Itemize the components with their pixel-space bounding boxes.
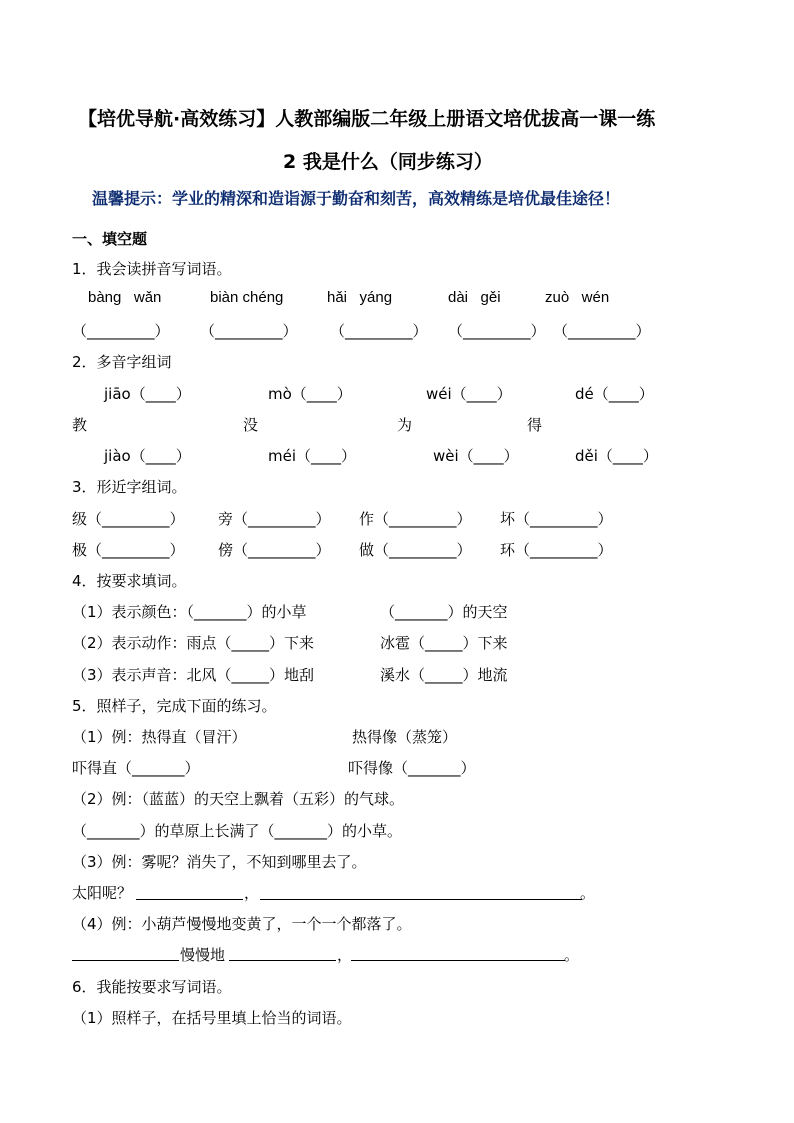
q1-blank-4[interactable]: （_________） bbox=[448, 322, 546, 340]
q4-line2a[interactable]: （2）表示动作：雨点（_____）下来 bbox=[72, 634, 315, 652]
q5-answer3-blank-2[interactable] bbox=[260, 899, 582, 900]
q3-r2-1[interactable]: 极（_________） bbox=[72, 541, 185, 559]
q2-char-3: 为 bbox=[397, 416, 413, 434]
q3-r1-4[interactable]: 坏（_________） bbox=[500, 510, 613, 528]
q5-example1a: （1）例：热得直（冒汗） bbox=[72, 728, 247, 746]
q3-r2-3[interactable]: 做（_________） bbox=[359, 541, 472, 559]
q4-line2b[interactable]: 冰雹（_____）下来 bbox=[380, 634, 508, 652]
q1-pinyin-4: dài gěi bbox=[448, 289, 501, 306]
q1-blank-2[interactable]: （_________） bbox=[200, 322, 298, 340]
q1-prompt: 1．我会读拼音写词语。 bbox=[72, 260, 232, 278]
q4-line1b[interactable]: （_______）的天空 bbox=[380, 603, 508, 621]
q5-answer4-blank-3[interactable] bbox=[351, 960, 565, 961]
q4-line3b[interactable]: 溪水（_____）地流 bbox=[380, 666, 508, 684]
q2-r2-4[interactable]: děi（____） bbox=[575, 447, 658, 465]
q5-answer3-blank-1[interactable] bbox=[136, 899, 243, 900]
q1-blank-1[interactable]: （_________） bbox=[72, 322, 170, 340]
document-title: 【培优导航·高效练习】人教部编版二年级上册语文培优拔高一课一练 bbox=[78, 108, 656, 130]
q5-answer1a[interactable]: 吓得直（_______） bbox=[72, 759, 200, 777]
section-heading: 一、填空题 bbox=[72, 230, 148, 248]
tip-banner: 温馨提示：学业的精深和造诣源于勤奋和刻苦，高效精练是培优最佳途径！ bbox=[92, 189, 621, 208]
q4-line3a[interactable]: （3）表示声音：北风（_____）地刮 bbox=[72, 666, 315, 684]
q5-answer4-blank-2[interactable] bbox=[229, 960, 336, 961]
q5-answer3-end: 。 bbox=[580, 884, 596, 902]
q1-pinyin-5: zuò wén bbox=[545, 289, 610, 306]
q1-pinyin-1: bàng wǎn bbox=[88, 289, 162, 306]
q3-r1-2[interactable]: 旁（_________） bbox=[218, 510, 331, 528]
q5-example2: （2）例：（蓝蓝）的天空上飘着（五彩）的气球。 bbox=[72, 790, 405, 808]
q5-example4: （4）例：小葫芦慢慢地变黄了，一个一个都落了。 bbox=[72, 915, 412, 933]
q5-answer2[interactable]: （_______）的草原上长满了（_______）的小草。 bbox=[72, 822, 403, 840]
q2-char-2: 没 bbox=[243, 416, 259, 434]
q3-r2-2[interactable]: 傍（_________） bbox=[218, 541, 331, 559]
q2-char-4: 得 bbox=[527, 416, 543, 434]
q4-prompt: 4．按要求填词。 bbox=[72, 572, 187, 590]
q2-r2-2[interactable]: méi（____） bbox=[268, 447, 357, 465]
q5-answer3-comma: ， bbox=[244, 884, 260, 902]
q5-answer4-mid: 慢慢地 bbox=[180, 946, 226, 964]
q1-blank-5[interactable]: （_________） bbox=[553, 322, 651, 340]
q5-answer3-prefix: 太阳呢？ bbox=[72, 884, 133, 902]
q1-pinyin-2: biàn chéng bbox=[210, 289, 284, 306]
q2-prompt: 2．多音字组词 bbox=[72, 353, 172, 371]
q2-r2-1[interactable]: jiào（____） bbox=[104, 447, 191, 465]
q5-answer4-blank-1[interactable] bbox=[72, 960, 179, 961]
q3-r1-3[interactable]: 作（_________） bbox=[359, 510, 472, 528]
q6-sub1: （1）照样子，在括号里填上恰当的词语。 bbox=[72, 1009, 352, 1027]
q3-r2-4[interactable]: 环（_________） bbox=[500, 541, 613, 559]
q2-char-1: 教 bbox=[72, 416, 88, 434]
q6-prompt: 6．我能按要求写词语。 bbox=[72, 978, 232, 996]
q2-r1-1[interactable]: jiāo（____） bbox=[104, 385, 191, 403]
q5-answer4-end: 。 bbox=[564, 946, 580, 964]
q2-r1-4[interactable]: dé（____） bbox=[575, 385, 654, 403]
q4-line1a[interactable]: （1）表示颜色：（_______）的小草 bbox=[72, 603, 307, 621]
q2-r2-3[interactable]: wèi（____） bbox=[433, 447, 519, 465]
q1-blank-3[interactable]: （_________） bbox=[330, 322, 428, 340]
q5-prompt: 5．照样子，完成下面的练习。 bbox=[72, 697, 277, 715]
q5-answer4-comma: ， bbox=[337, 946, 353, 964]
q2-r1-3[interactable]: wéi（____） bbox=[426, 385, 512, 403]
q5-example3: （3）例：雾呢？消失了，不知到哪里去了。 bbox=[72, 853, 367, 871]
q2-r1-2[interactable]: mò（____） bbox=[268, 385, 352, 403]
q3-r1-1[interactable]: 级（_________） bbox=[72, 510, 185, 528]
q1-pinyin-3: hǎi yáng bbox=[327, 289, 393, 306]
document-subtitle: 2 我是什么（同步练习） bbox=[283, 151, 493, 173]
q5-answer1b[interactable]: 吓得像（_______） bbox=[348, 759, 476, 777]
q5-example1b: 热得像（蒸笼） bbox=[352, 728, 458, 746]
q3-prompt: 3．形近字组词。 bbox=[72, 478, 187, 496]
